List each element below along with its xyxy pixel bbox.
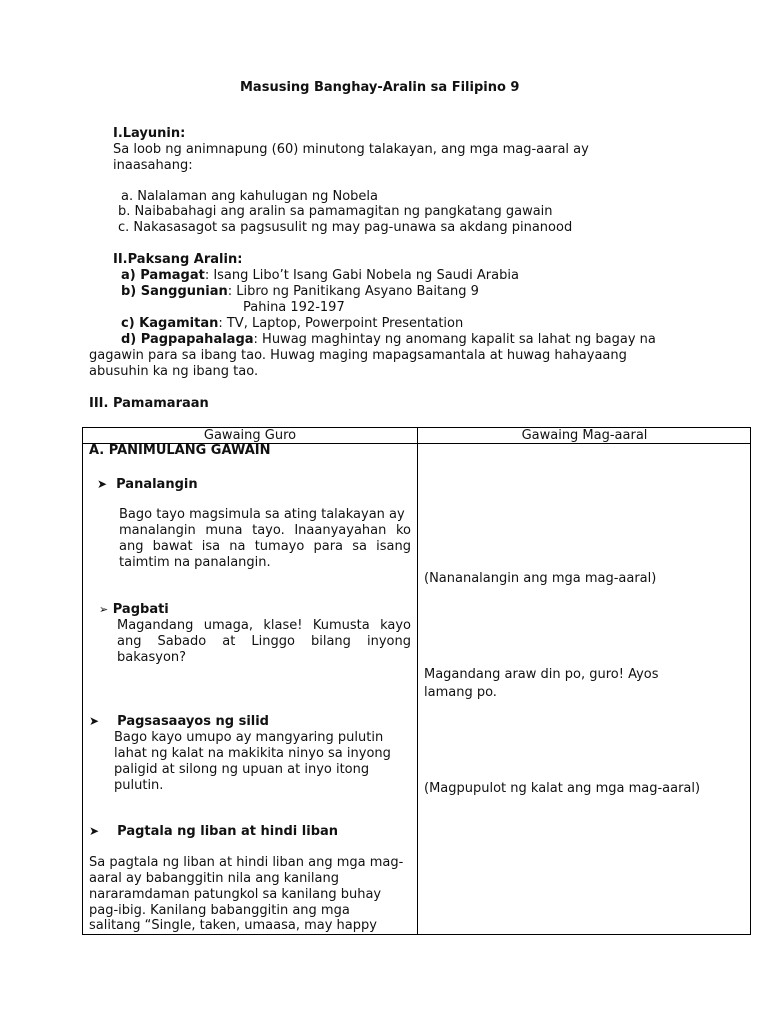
panalangin-text: manalangin muna tayo. Inaanyayahan ko xyxy=(119,523,411,538)
arrow-bullet-icon: ➤ xyxy=(89,824,100,838)
pagsasaayos-text: Bago kayo umupo ay mangyaring pulutin xyxy=(114,730,384,745)
panalangin-text: ang bawat isa na tumayo para sa isang xyxy=(119,539,411,554)
pagtatala-text: pag-ibig. Kanilang babanggitin ang mga xyxy=(89,903,350,918)
pagpapahalaga-line3: abusuhin ka ng ibang tao. xyxy=(89,364,259,379)
layunin-heading: I.Layunin: xyxy=(113,126,186,141)
pagpapahalaga-label: d) Pagpapahalaga xyxy=(121,332,254,347)
pamamaraan-heading: III. Pamamaraan xyxy=(89,396,209,411)
pagsasaayos-text: paligid at silong ng upuan at inyo itong xyxy=(114,762,370,777)
pagsasaayos-text: pulutin. xyxy=(114,778,164,793)
arrow-bullet-icon: ➤ xyxy=(97,477,108,491)
paksang-aralin-heading: II.Paksang Aralin: xyxy=(113,252,243,267)
document-title: Masusing Banghay-Aralin sa Filipino 9 xyxy=(240,80,520,95)
pahina-line: Pahina 192-197 xyxy=(243,300,345,315)
table-column-divider xyxy=(417,427,418,935)
kagamitan-line xyxy=(121,316,463,332)
pagsasaayos-heading xyxy=(89,713,269,730)
column-header-guro: Gawaing Guro xyxy=(203,428,297,443)
pagbati-label: Pagbati xyxy=(112,602,169,617)
kagamitan-value: : TV, Laptop, Powerpoint Presentation xyxy=(218,316,464,331)
pagtatala-text: salitang “Single, taken, umaasa, may happy xyxy=(89,918,377,933)
pagbati-text: ang Sabado at Linggo bilang inyong xyxy=(117,634,411,649)
sanggunian-value: : Libro ng Panitikang Asyano Baitang 9 xyxy=(227,284,479,299)
pamagat-value: : Isang Libo’t Isang Gabi Nobela ng Saudi Arabia xyxy=(204,268,519,283)
pamagat-line xyxy=(121,268,519,284)
pagbati-response-line1: Magandang araw din po, guro! Ayos xyxy=(424,667,659,682)
pagsasaayos-label: Pagsasaayos ng silid xyxy=(117,714,269,729)
layunin-intro-line2: inaasahang: xyxy=(113,158,193,173)
pagtatala-heading xyxy=(89,823,338,840)
pagtatala-text: Sa pagtala ng liban at hindi liban ang mga mag- xyxy=(89,855,404,870)
pagpapahalaga-line1 xyxy=(121,332,656,348)
layunin-item: c. Nakasasagot sa pagsusulit ng may pag-unawa sa akdang pinanood xyxy=(118,220,573,235)
pagtatala-label: Pagtala ng liban at hindi liban xyxy=(117,824,339,839)
layunin-intro-line1: Sa loob ng animnapung (60) minutong talakayan, ang mga mag-aaral ay xyxy=(113,142,589,157)
pagsasaayos-text: lahat ng kalat na makikita ninyo sa inyong xyxy=(114,746,391,761)
pagtatala-text: nararamdaman patungkol sa kanilang buhay xyxy=(89,887,382,902)
panalangin-heading xyxy=(97,476,198,493)
arrow-bullet-icon: ➤ xyxy=(89,714,100,728)
panalangin-label: Panalangin xyxy=(116,477,198,492)
pamagat-label: a) Pamagat xyxy=(121,268,205,283)
pagtatala-text: aaral ay babanggitin nila ang kanilang xyxy=(89,871,339,886)
panalangin-response: (Nananalangin ang mga mag-aaral) xyxy=(424,571,657,586)
pagbati-text: Magandang umaga, klase! Kumusta kayo xyxy=(117,618,411,633)
kagamitan-label: c) Kagamitan xyxy=(121,316,219,331)
arrow-bullet-icon: ➢ xyxy=(99,603,109,616)
pagpapahalaga-value: : Huwag maghintay ng anomang kapalit sa lahat ng bagay na xyxy=(253,332,656,347)
pagbati-response-line2: lamang po. xyxy=(424,685,497,700)
panalangin-text: Bago tayo magsimula sa ating talakayan ay xyxy=(119,507,405,522)
sanggunian-label: b) Sanggunian xyxy=(121,284,228,299)
section-panimulang-gawain: A. PANIMULANG GAWAIN xyxy=(89,443,271,458)
column-header-mag-aaral: Gawaing Mag-aaral xyxy=(521,428,648,443)
layunin-item: b. Naibabahagi ang aralin sa pamamagitan ng pangkatang gawain xyxy=(118,204,553,219)
pagpapahalaga-line2: gagawin para sa ibang tao. Huwag maging mapagsamantala at huwag hahayaang xyxy=(89,348,627,363)
panalangin-text: taimtim na panalangin. xyxy=(119,555,271,570)
layunin-item: a. Nalalaman ang kahulugan ng Nobela xyxy=(121,189,378,204)
pagbati-heading xyxy=(99,602,169,618)
sanggunian-line xyxy=(121,284,479,300)
pagbati-text: bakasyon? xyxy=(117,650,187,665)
pagsasaayos-response: (Magpupulot ng kalat ang mga mag-aaral) xyxy=(424,781,701,796)
